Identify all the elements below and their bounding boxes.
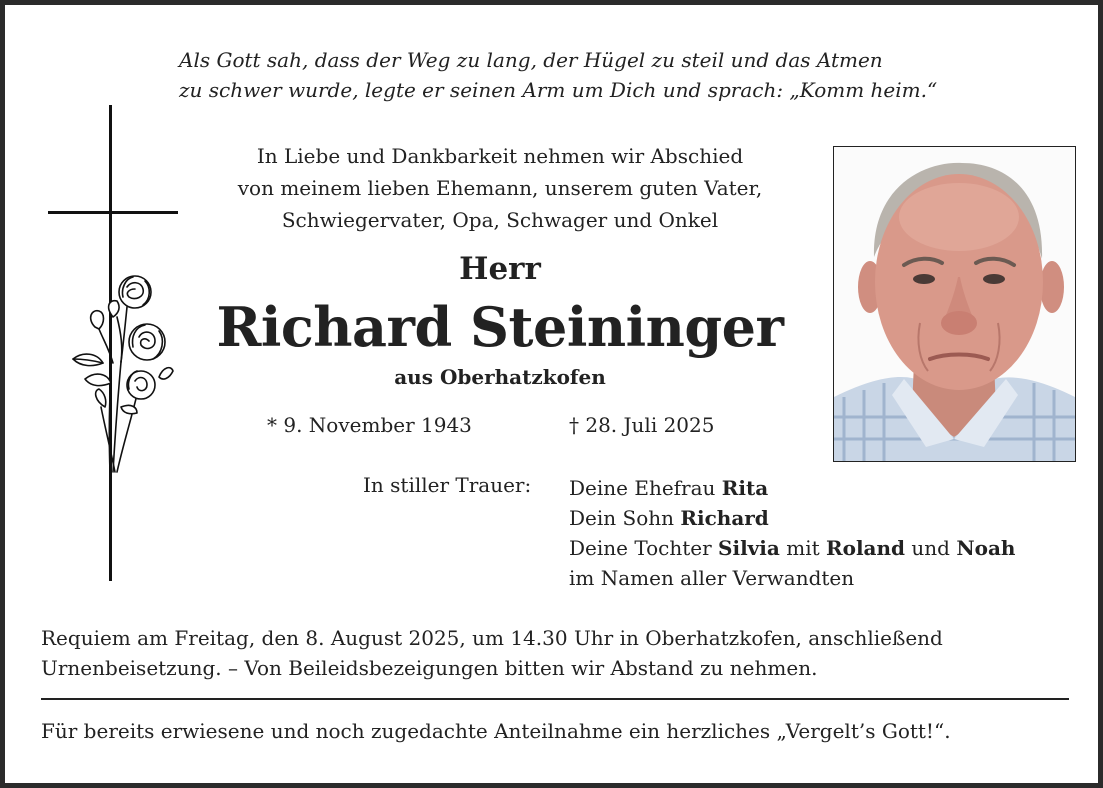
- intro-line-1: In Liebe und Dankbarkeit nehmen wir Abschied: [256, 144, 744, 168]
- requiem-line-1: Requiem am Freitag, den 8. August 2025, um 14.30 Uhr in Oberhatzkofen, anschließend: [41, 626, 943, 650]
- mourner-name: Silvia: [718, 536, 780, 560]
- intro-line-2: von meinem lieben Ehemann, unserem guten Vater,: [237, 176, 763, 200]
- requiem-line-2: Urnenbeisetzung. – Von Beileidsbezeigungen bitten wir Abstand zu nehmen.: [41, 656, 818, 680]
- intro-line-3: Schwiegervater, Opa, Schwager und Onkel: [281, 208, 719, 232]
- death-date: † 28. Juli 2025: [569, 413, 715, 437]
- birth-date: * 9. November 1943: [267, 413, 472, 437]
- mourner-line-3: [569, 533, 1015, 563]
- mourner-connector: mit: [779, 536, 826, 560]
- origin: aus Oberhatzkofen: [394, 365, 606, 389]
- mourner-name: Roland: [826, 536, 906, 560]
- divider: [41, 698, 1069, 700]
- mourner-prefix: Deine Tochter: [569, 536, 719, 560]
- mourner-line-2: [569, 503, 1015, 533]
- mourners-list: [569, 473, 1015, 593]
- quote-line-1: Als Gott sah, dass der Weg zu lang, der Hügel zu steil und das Atmen: [179, 48, 883, 72]
- mourner-name: Richard: [680, 506, 769, 530]
- mourner-prefix: Dein Sohn: [569, 506, 681, 530]
- mourner-prefix: Deine Ehefrau: [569, 476, 722, 500]
- cross-horizontal-bar: [48, 211, 178, 214]
- thanks-text: Für bereits erwiesene und noch zugedachte Anteilnahme ein herzliches „Vergelt’s Gott!“.: [41, 719, 951, 743]
- mourners-label: In stiller Trauer:: [363, 473, 532, 497]
- portrait-photo: [833, 146, 1076, 462]
- salutation: Herr: [459, 251, 541, 287]
- deceased-name: Richard Steininger: [216, 295, 784, 359]
- opening-quote: [179, 45, 937, 105]
- intro-text: [185, 140, 815, 236]
- roses-icon: [65, 267, 175, 482]
- mourner-name: Noah: [956, 536, 1016, 560]
- portrait-image: [834, 147, 1075, 461]
- mourner-line-4: im Namen aller Verwandten: [569, 566, 855, 590]
- requiem-info: [41, 623, 1081, 683]
- mourner-name: Rita: [721, 476, 769, 500]
- mourner-connector: und: [905, 536, 957, 560]
- mourner-line-1: [569, 473, 1015, 503]
- quote-line-2: zu schwer wurde, legte er seinen Arm um Dich und sprach: „Komm heim.“: [179, 78, 938, 102]
